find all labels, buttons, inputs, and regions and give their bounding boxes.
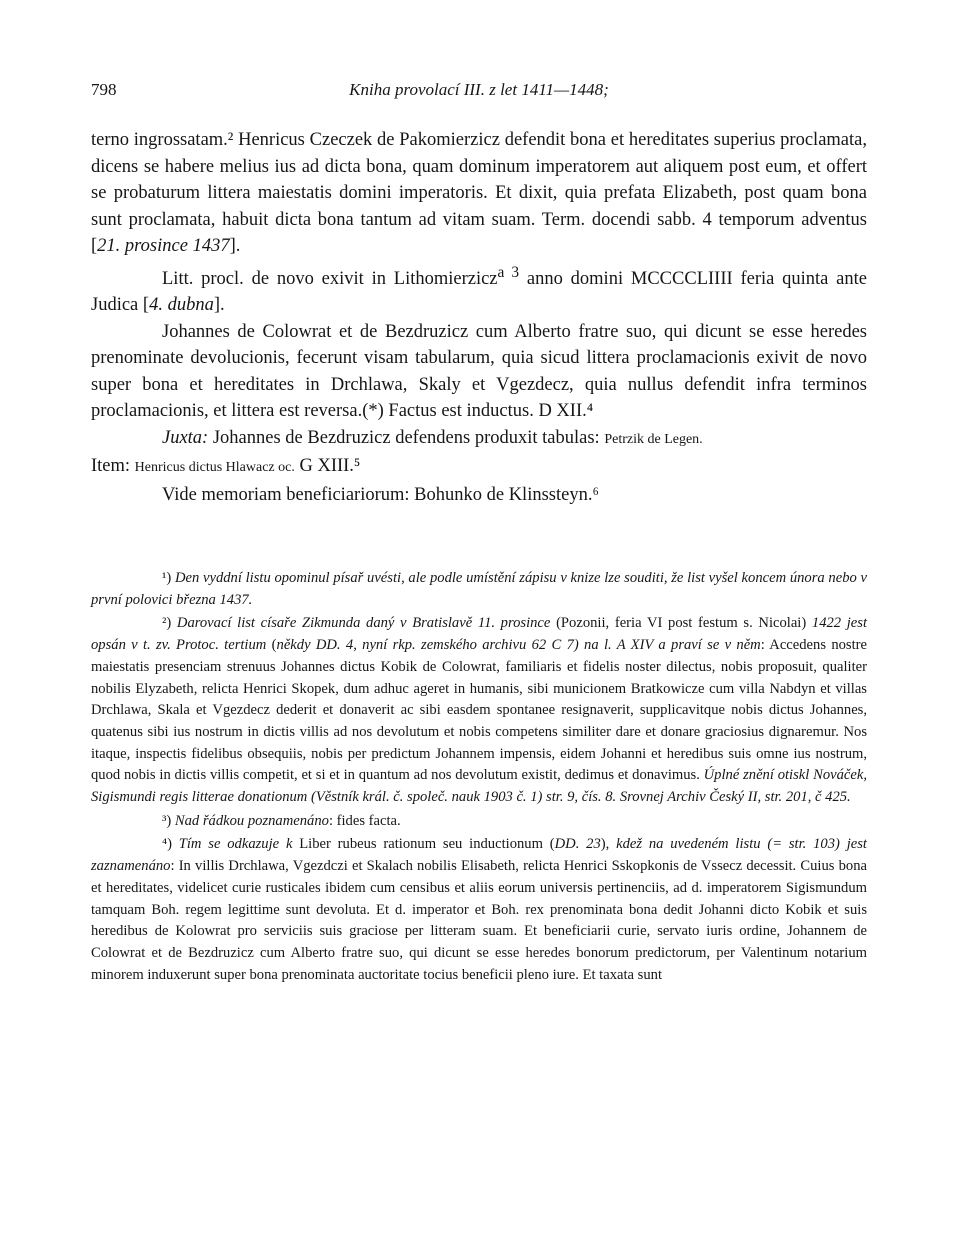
paragraph-3: Johannes de Colowrat et de Bezdruzicz cum Alberto fratre suo, qui dicunt se esse heredes prenominate devolucionis, fecerunt visam tabularum, quia sicud littera proclamacionis exivit de novo super bona et hereditates in Drchlawa, Skaly et Vgezdecz, quia nullus defendit infra terminos proclamacionis, et littera est reversa.(*) Factus est inductus. D XII.⁴ — [91, 321, 867, 422]
paragraph-2: Litt. procl. de novo exivit in Lithomierzicz$^{a 3}$ anno domini MCCCCLIIII feria quinta ante Judica [4. dubna]. — [91, 263, 867, 316]
page-header — [91, 80, 867, 104]
running-title: Kniha provolací III. z let 1411—1448; — [349, 80, 609, 99]
main-text — [91, 127, 867, 508]
footnote-1: ¹) Den vyddní listu opominul písař uvésti, ale podle umístění zápisu v knize lze souditi, že list vyšel koncem února nebo v první polovici března 1437. — [91, 570, 867, 608]
paragraph-6: Vide memoriam beneficiariorum: Bohunko de Klinssteyn.⁶ — [162, 484, 599, 505]
paragraph-5: Item: Henricus dictus Hlawacz oc. G XIII.⁵ — [91, 456, 361, 477]
footnote-3: ³) Nad řádkou poznamenáno: fides facta. — [162, 812, 401, 829]
footnote-2: ²) Darovací list císaře Zikmunda daný v Bratislavě 11. prosince (Pozonii, feria VI post festum s. Nicolai) 1422 jest opsán v t. zv. Protoc. tertium (někdy DD. 4, nyní rkp. zemského archivu 62 C 7) na l. A XIV a praví se v něm: Accedens nostre maiestatis presenciam strenuus Johannes dictus Kobik de Colowrat, familiaris et fidelis noster dilectus, nobis proposuit, qualiter nobilis Elyzabeth, relicta Henrici Skopek, dum adhuc ageret in humanis, sibi municionem Bratkowicze cum villa Nabdyn et villas Drchlawa, Skala et Vgezdecz dederit et donaverit ac sibi easdem spontanee resignaverit, supplicavitque nobis dictus Johannes, quatenus sibi ius nostrum in dictis villis ad nos devolutum et nobis competens similiter dare et donare graciosius dignaremur. Nos itaque, inspectis fidelibus obsequiis, nobis per predictum Johannem impensis, eidem Johanni et heredibus suis omne ius nostrum, quod nobis in dictis villis competit, et si et in quantum ad nos devolutum existit, dedimus et donavimus. Úplné znění otiskl Nováček, Sigismundi regis litterae donationum (Věstník král. č. společ. nauk 1903 č. 1) str. 9, čís. 8. Srovnej Archiv Český II, str. 201, č 425. — [91, 615, 868, 806]
footnote-4: ⁴) Tím se odkazuje k Liber rubeus rationum seu inductionum (DD. 23), kdež na uvedeném listu (= str. 103) jest zaznamenáno: In villis Drchlawa, Vgezdczi et Skalach nobilis Elisabeth, relicta Henrici Sskopkonis de Vssecz decessit. Cuius bona et hereditates, videlicet curie rusticales ibidem cum censibus et aliis eorum universis pertinenciis, ad d. imperatorem Sigismundum tamquam Boh. regem legittime sunt devoluta. Et d. imperator et Boh. rex prenominata bona dedit Johanni dicto Kobik et suis heredibus de Kolowrat pro serviciis suis graciose per litteram suam. Et beneficiarii curie, servato iuris ordine, Johannem de Colowrat et de Bezdruzicz cum Alberto fratre suo, qui dicunt se esse heredes bonorum predictorum, per Valentinum notarium minorem induxerunt super bona prenominata auctoritate tocius beneficii pleno iure. Et taxata sunt — [91, 836, 867, 983]
paragraph-4: Juxta: Johannes de Bezdruzicz defendens produxit tabulas: Petrzik de Legen. — [162, 427, 703, 448]
page-number: 798 — [91, 80, 117, 99]
footnotes — [91, 568, 867, 986]
paragraph-1: terno ingrossatam.² Henricus Czeczek de Pakomierzicz defendit bona et hereditates superius proclamata, dicens se habere melius ius ad dicta bona, quam dominum imperatorem aut aliquem post eum, et offert se probaturum littera maiestatis domini imperatoris. Et dixit, quia prefata Elizabeth, post quam bona sunt proclamata, habuit dicta bona tantum ad vitam suam. Term. docendi sabb. 4 temporum adventus [21. prosince 1437]. — [91, 130, 867, 256]
